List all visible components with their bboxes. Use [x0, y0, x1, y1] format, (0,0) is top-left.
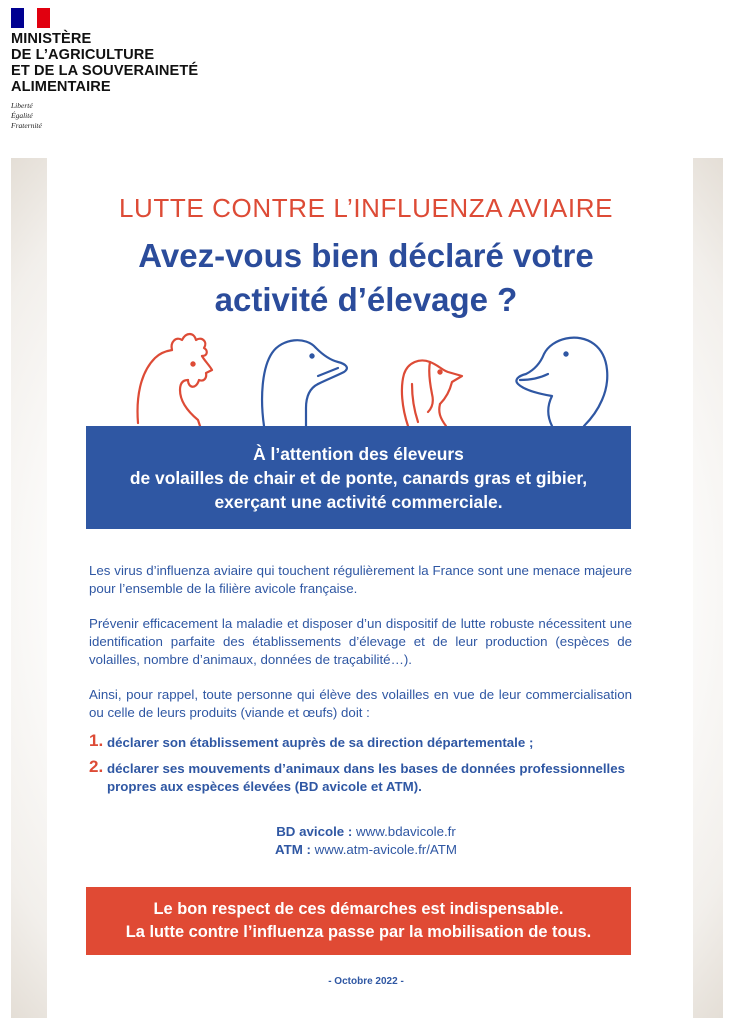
body-paragraph: Les virus d’influenza aviaire qui touchent régulièrement la France sont une menace majeure pour l’ensemble de la filière avicole française.	[89, 563, 632, 596]
headline-line: Avez-vous bien déclaré votre	[138, 237, 594, 274]
poster-kicker: LUTTE CONTRE L’INFLUENZA AVIAIRE	[118, 193, 614, 223]
ministry-line: DE L’AGRICULTURE	[11, 47, 155, 63]
motto-egalite: Égalité	[11, 111, 33, 120]
link-url-atm[interactable]: www.atm-avicole.fr/ATM	[314, 842, 457, 857]
obligations-list	[89, 731, 634, 804]
flag-white-stripe	[24, 8, 37, 28]
reference-links	[0, 823, 732, 859]
obligation-item	[89, 731, 634, 752]
obligation-text: déclarer ses mouvements d’animaux dans les bases de données professionnelles propres aux espèces élevées (BD avicole et ATM).	[107, 761, 626, 794]
audience-line: de volailles de chair et de ponte, canards gras et gibier,	[129, 467, 588, 488]
chicken-icon	[138, 334, 212, 426]
audience-line: À l’attention des éleveurs	[253, 443, 464, 464]
obligation-number: 2.	[89, 757, 104, 776]
birds-illustration	[0, 318, 732, 430]
obligation-text: déclarer son établissement auprès de sa direction départementale ;	[107, 735, 534, 750]
body-paragraph: Ainsi, pour rappel, toute personne qui élève des volailles en vue de leur commercialisation ou celle de leurs produits (viande et œufs) doit :	[89, 687, 632, 720]
link-line-atm	[0, 841, 732, 859]
obligation-number: 1.	[89, 731, 104, 750]
body-text	[89, 562, 632, 739]
closing-banner	[86, 887, 631, 955]
motto-fraternite: Fraternité	[11, 121, 42, 130]
publication-date: - Octobre 2022 -	[328, 976, 404, 987]
ministry-name	[11, 31, 241, 95]
flag-blue-stripe	[11, 8, 24, 28]
poster-headline	[0, 234, 732, 322]
audience-line: exerçant une activité commerciale.	[214, 491, 503, 512]
link-label: ATM :	[275, 842, 311, 857]
link-url-bdavicole[interactable]: www.bdavicole.fr	[356, 824, 456, 839]
motto-liberte: Liberté	[11, 101, 33, 110]
turkey-icon	[402, 361, 462, 427]
link-label: BD avicole :	[276, 824, 353, 839]
republic-motto	[11, 101, 42, 131]
link-line-bdavicole	[0, 823, 732, 841]
headline-line: activité d’élevage ?	[214, 281, 518, 318]
obligation-item	[89, 757, 634, 796]
audience-banner	[86, 426, 631, 529]
duck-icon	[516, 338, 607, 426]
ministry-line: ALIMENTAIRE	[11, 79, 111, 95]
goose-icon	[262, 340, 347, 426]
ministry-line: ET DE LA SOUVERAINETÉ	[11, 63, 199, 79]
flag-red-stripe	[37, 8, 50, 28]
ministry-line: MINISTÈRE	[11, 31, 92, 47]
french-republic-flag	[11, 8, 50, 28]
body-paragraph: Prévenir efficacement la maladie et disposer d’un dispositif de lutte robuste nécessitent une identification parfaite des établissements d’élevage et de leur production (espèces de volailles, nombre d’animaux, données de traçabilité…).	[89, 616, 632, 667]
closing-line: La lutte contre l’influenza passe par la mobilisation de tous.	[125, 923, 592, 941]
closing-line: Le bon respect de ces démarches est indispensable.	[153, 900, 564, 918]
